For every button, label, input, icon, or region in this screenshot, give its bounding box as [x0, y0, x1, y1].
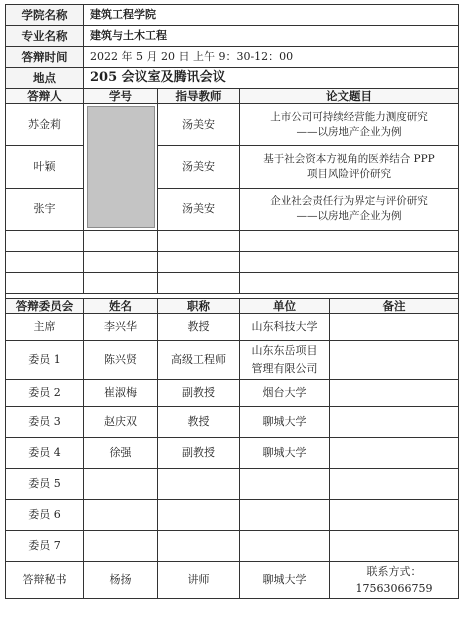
thesis-title — [240, 104, 459, 146]
col-member-name: 姓名 — [84, 299, 158, 314]
student-advisor: 汤美安 — [158, 104, 240, 146]
member-rank: 副教授 — [158, 438, 240, 469]
member-name — [84, 531, 158, 562]
thesis-title-line: 项目风险评价研究 — [307, 167, 391, 180]
col-member-unit: 单位 — [240, 299, 330, 314]
committee-row — [6, 469, 459, 500]
col-committee: 答辩委员会 — [6, 299, 84, 314]
thesis-title — [240, 146, 459, 188]
student-name: 苏金莉 — [6, 104, 84, 146]
major-row — [6, 26, 459, 47]
member-role: 委员 7 — [6, 531, 84, 562]
member-name — [84, 469, 158, 500]
col-thesis-title: 论文题目 — [240, 89, 459, 104]
member-role: 委员 2 — [6, 380, 84, 407]
member-name: 陈兴贤 — [84, 341, 158, 380]
thesis-title — [240, 188, 459, 230]
student-name: 叶颖 — [6, 146, 84, 188]
student-advisor: 汤美安 — [158, 188, 240, 230]
place-row — [6, 68, 459, 89]
empty-row — [6, 231, 459, 252]
student-id-cell — [84, 104, 158, 231]
committee-row — [6, 562, 459, 599]
member-unit-line: 聊城大学 — [262, 446, 307, 459]
member-unit — [240, 314, 330, 341]
committee-row — [6, 341, 459, 380]
college-label: 学院名称 — [6, 5, 84, 26]
college-row — [6, 5, 459, 26]
committee-row — [6, 314, 459, 341]
thesis-title-line: ——以房地产企业为例 — [296, 125, 402, 138]
member-rank: 高级工程师 — [158, 341, 240, 380]
redacted-block — [87, 106, 155, 228]
col-advisor: 指导教师 — [158, 89, 240, 104]
member-role: 委员 4 — [6, 438, 84, 469]
col-student-id: 学号 — [84, 89, 158, 104]
thesis-title-line: 基于社会资本方视角的医养结合 PPP — [263, 152, 435, 165]
col-member-rank: 职称 — [158, 299, 240, 314]
thesis-title-line: ——以房地产企业为例 — [296, 210, 402, 223]
committee-row — [6, 500, 459, 531]
defense-info-table — [5, 4, 459, 599]
member-rank — [158, 531, 240, 562]
member-unit — [240, 531, 330, 562]
member-note — [330, 341, 459, 380]
defense-arrangement-sheet — [5, 4, 458, 599]
member-unit — [240, 438, 330, 469]
member-note-line: 联系方式： — [366, 565, 422, 578]
member-note — [330, 469, 459, 500]
member-rank: 教授 — [158, 407, 240, 438]
member-name: 杨扬 — [84, 562, 158, 599]
committee-row — [6, 407, 459, 438]
member-unit-line: 聊城大学 — [262, 573, 307, 586]
member-rank — [158, 500, 240, 531]
empty-row — [6, 252, 459, 273]
member-unit-line: 管理有限公司 — [251, 362, 318, 375]
students-header-row — [6, 89, 459, 104]
member-unit — [240, 469, 330, 500]
student-row — [6, 104, 459, 146]
thesis-title-line: 企业社会责任行为界定与评价研究 — [270, 195, 428, 208]
member-role: 委员 3 — [6, 407, 84, 438]
empty-row — [6, 273, 459, 294]
time-value: 2022 年 5 月 20 日 上午 9：30-12：00 — [84, 47, 459, 68]
member-rank: 教授 — [158, 314, 240, 341]
member-unit-line: 聊城大学 — [262, 415, 307, 428]
committee-row — [6, 380, 459, 407]
student-name: 张宇 — [6, 188, 84, 230]
col-defender: 答辩人 — [6, 89, 84, 104]
member-unit — [240, 562, 330, 599]
committee-row — [6, 438, 459, 469]
member-note — [330, 500, 459, 531]
member-note-line: 17563066759 — [355, 582, 433, 595]
member-unit-line: 山东东岳项目 — [251, 344, 318, 357]
member-note — [330, 314, 459, 341]
college-value: 建筑工程学院 — [84, 5, 459, 26]
member-note — [330, 407, 459, 438]
member-unit-line: 烟台大学 — [262, 386, 307, 399]
member-role: 委员 1 — [6, 341, 84, 380]
student-row — [6, 146, 459, 188]
member-name: 徐强 — [84, 438, 158, 469]
col-member-note: 备注 — [330, 299, 459, 314]
member-name: 李兴华 — [84, 314, 158, 341]
member-unit — [240, 341, 330, 380]
member-name: 赵庆双 — [84, 407, 158, 438]
member-role: 主席 — [6, 314, 84, 341]
member-role: 委员 6 — [6, 500, 84, 531]
place-label: 地点 — [6, 68, 84, 89]
member-unit — [240, 407, 330, 438]
member-unit — [240, 380, 330, 407]
member-name: 崔淑梅 — [84, 380, 158, 407]
member-rank: 讲师 — [158, 562, 240, 599]
major-value: 建筑与土木工程 — [84, 26, 459, 47]
place-value: 205 会议室及腾讯会议 — [84, 68, 459, 89]
member-note — [330, 562, 459, 599]
major-label: 专业名称 — [6, 26, 84, 47]
time-label: 答辩时间 — [6, 47, 84, 68]
time-row — [6, 47, 459, 68]
member-name — [84, 500, 158, 531]
member-role: 委员 5 — [6, 469, 84, 500]
member-unit-line: 山东科技大学 — [251, 320, 318, 333]
thesis-title-line: 上市公司可持续经营能力测度研究 — [270, 110, 428, 123]
member-unit — [240, 500, 330, 531]
member-role: 答辩秘书 — [6, 562, 84, 599]
student-advisor: 汤美安 — [158, 146, 240, 188]
member-note — [330, 380, 459, 407]
member-note — [330, 438, 459, 469]
student-row — [6, 188, 459, 230]
committee-header-row — [6, 299, 459, 314]
member-note — [330, 531, 459, 562]
member-rank: 副教授 — [158, 380, 240, 407]
committee-row — [6, 531, 459, 562]
member-rank — [158, 469, 240, 500]
